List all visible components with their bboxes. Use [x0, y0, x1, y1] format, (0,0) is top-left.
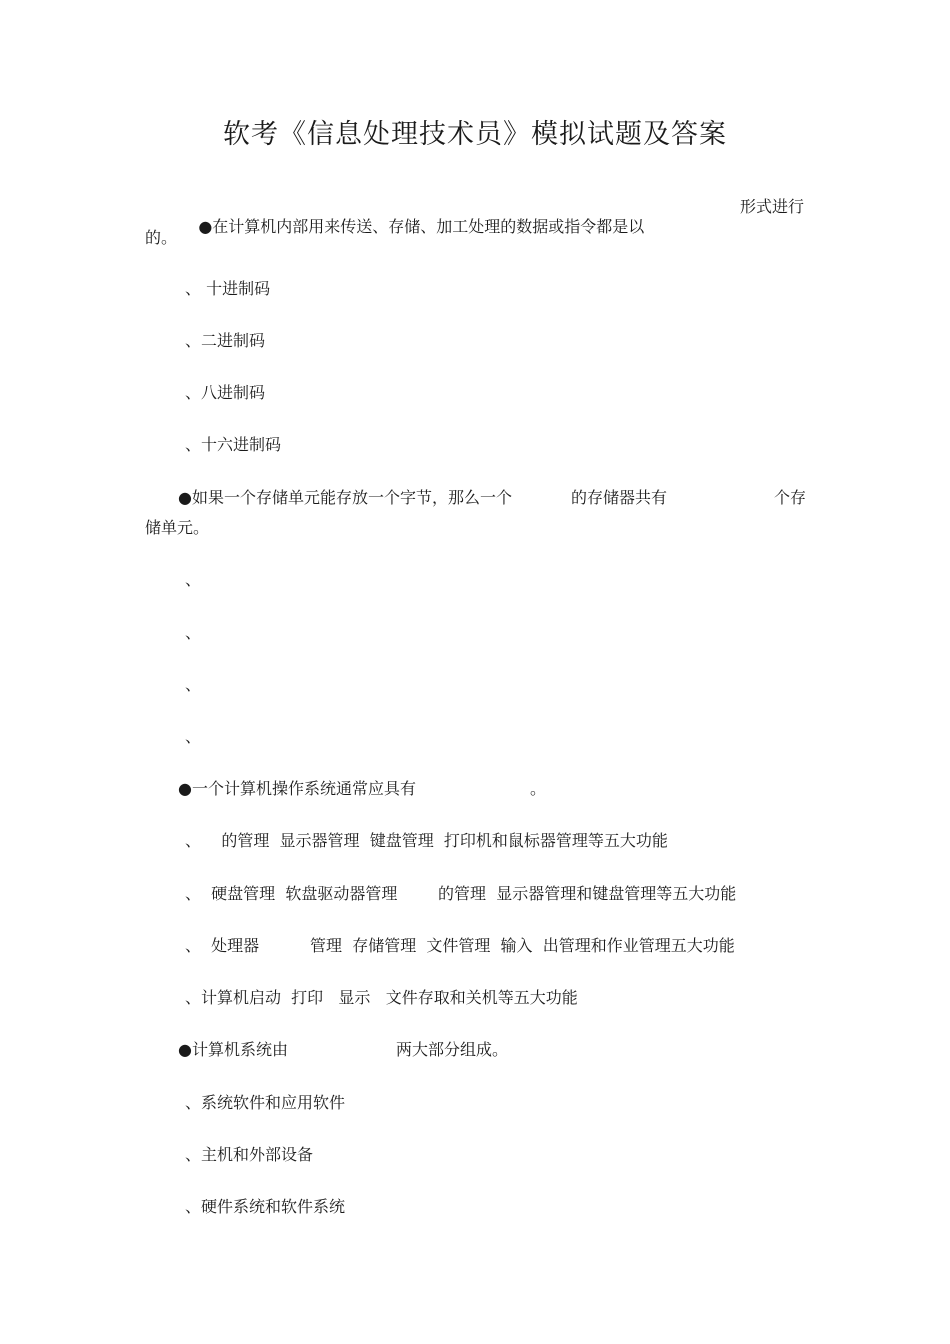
question-4-stem-part-a: ●计算机系统由 [178, 1040, 288, 1059]
question-3-option-c: 、 处理器 管理 存储管理 文件管理 输入 出管理和作业管理五大功能 [185, 936, 735, 955]
question-1-option-c: 、八进制码 [185, 383, 266, 402]
question-3-option-b: 、 硬盘管理 软盘驱动器管理 的管理 显示器管理和键盘管理等五大功能 [185, 884, 737, 903]
question-2-stem-continuation: 储单元。 [145, 518, 210, 537]
question-2-stem-part-b: 的存储器共有 [571, 488, 668, 507]
question-4-option-c: 、硬件系统和软件系统 [185, 1197, 346, 1216]
question-3-stem-part-b: 。 [530, 779, 547, 798]
question-2-option-c: 、 [185, 675, 202, 694]
question-4-option-a: 、系统软件和应用软件 [185, 1093, 346, 1112]
question-2-stem-part-c: 个存 [774, 488, 807, 507]
question-1-stem [178, 197, 644, 257]
question-1-stem-part-b: 形式进行 [740, 197, 805, 216]
question-1-option-d: 、十六进制码 [185, 435, 282, 454]
question-2-option-a: 、 [185, 570, 202, 589]
question-1-option-b: 、二进制码 [185, 331, 266, 350]
question-1-stem-part-a: ●在计算机内部用来传送、存储、加工处理的数据或指令都是以 [198, 217, 645, 236]
question-4-option-b: 、主机和外部设备 [185, 1145, 314, 1164]
question-1-option-a: 、 十进制码 [185, 279, 271, 298]
question-3-stem-part-a: ●一个计算机操作系统通常应具有 [178, 779, 416, 798]
question-1-stem-continuation: 的。 [145, 228, 178, 247]
question-4-stem-part-b: 两大部分组成。 [396, 1040, 509, 1059]
question-2-stem-part-a: ●如果一个存储单元能存放一个字节，那么一个 [178, 488, 512, 507]
question-3-option-a: 、 的管理 显示器管理 键盘管理 打印机和鼠标器管理等五大功能 [185, 831, 668, 850]
question-2-option-d: 、 [185, 727, 202, 746]
document-title: 软考《信息处理技术员》模拟试题及答案 [223, 119, 727, 150]
question-2-option-b: 、 [185, 623, 202, 642]
question-3-option-d: 、计算机启动 打印 显示 文件存取和关机等五大功能 [185, 988, 578, 1007]
